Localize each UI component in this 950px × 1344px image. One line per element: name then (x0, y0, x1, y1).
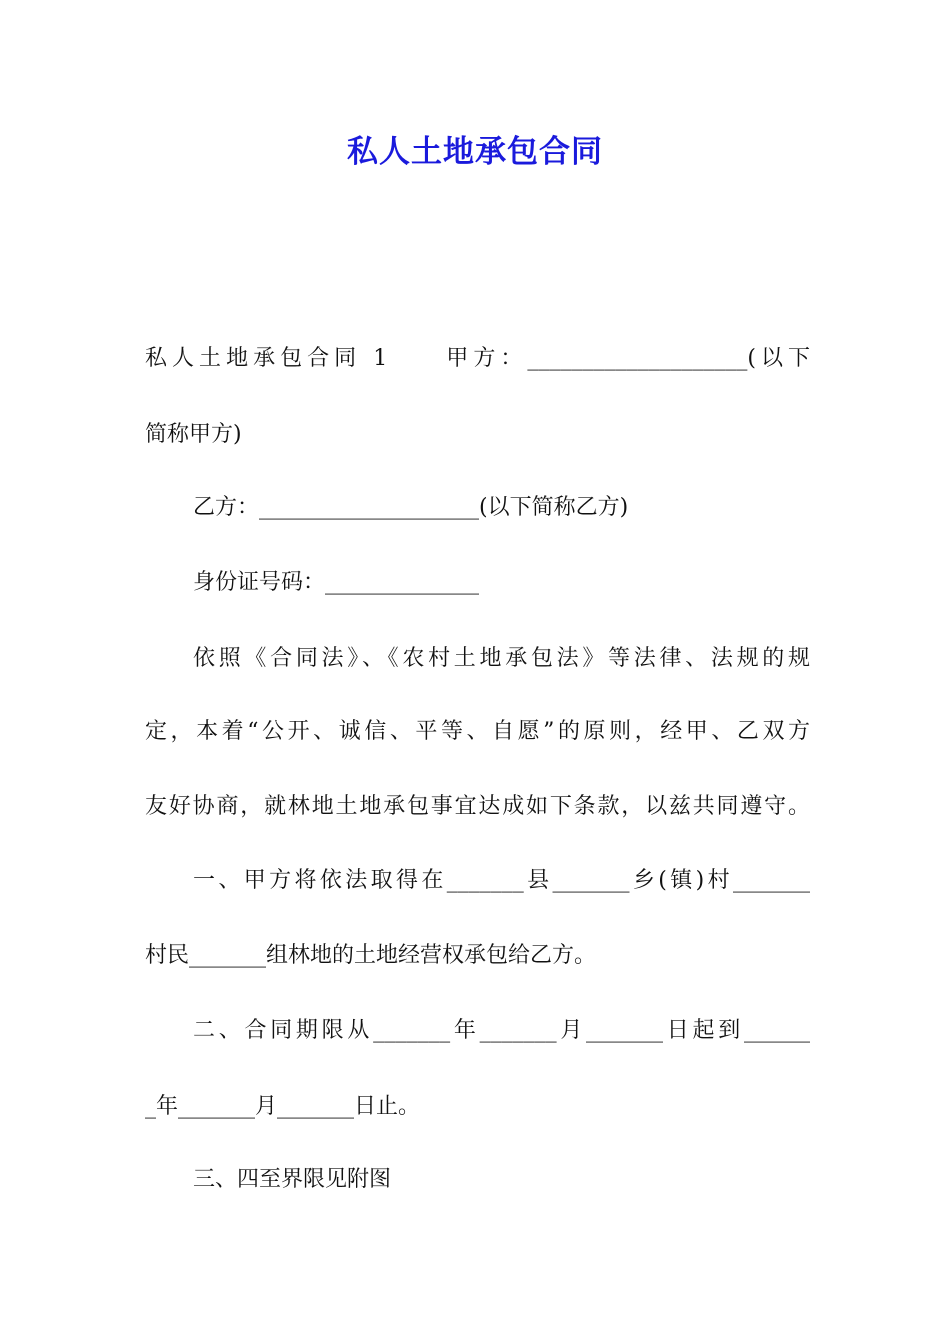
paragraph-line: 依照《合同法》、《农村土地承包法》等法律、法规的规 (193, 646, 810, 671)
paragraph-line: 简称甲方) (145, 422, 242, 447)
clause-two-line: 二、合同期限从_______年_______月_______日起到______ (193, 1018, 810, 1043)
paragraph-line: 友好协商，就林地土地承包事宜达成如下条款，以兹共同遵守。 (145, 794, 810, 819)
document-title: 私人土地承包合同 (347, 134, 603, 170)
clause-two-continued: _年_______月_______日止。 (145, 1094, 421, 1119)
clause-one-continued: 村民_______组林地的土地经营权承包给乙方。 (145, 943, 597, 968)
clause-three-line: 三、四至界限见附图 (193, 1167, 392, 1192)
party-b-line: 乙方：____________________(以下简称乙方) (193, 495, 629, 520)
id-number-line: 身份证号码：______________ (193, 570, 480, 595)
paragraph-line: 定，本着“公开、诚信、平等、自愿”的原则，经甲、乙双方 (145, 719, 810, 744)
paragraph-line: 私人土地承包合同 1 甲方：____________________(以下 (145, 346, 810, 371)
clause-one-line: 一、甲方将依法取得在_______县_______乡(镇)村_______ (193, 868, 810, 893)
